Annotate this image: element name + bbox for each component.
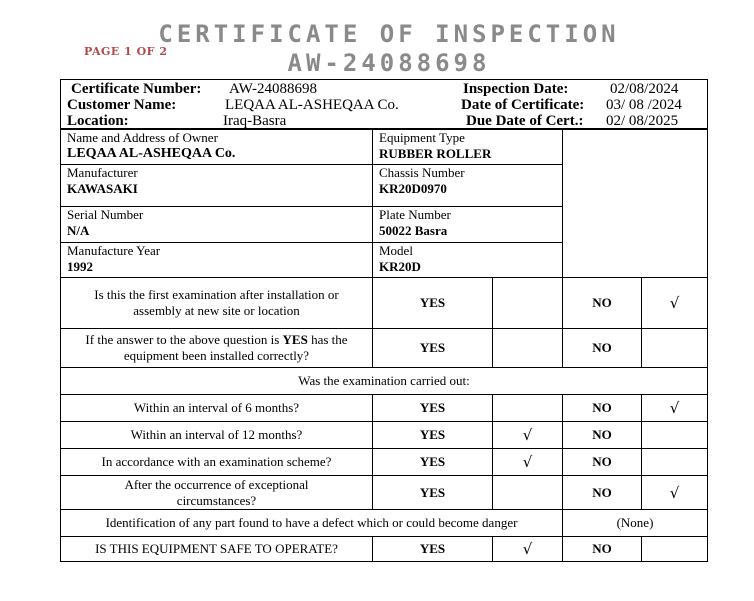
- q2-text-pre: If the answer to the above question is: [85, 332, 283, 347]
- question-6-months: Within an interval of 6 months?: [60, 394, 373, 422]
- inspection-date-value: 02/08/2024: [610, 81, 679, 97]
- q5-no-box: [641, 448, 708, 476]
- question-defect-identification: Identification of any part found to have a defect which or could become danger: [60, 509, 563, 537]
- question-first-examination: [60, 277, 373, 329]
- year-label: Manufacture Year: [67, 243, 161, 258]
- owner-value: LEQAA AL-ASHEQAA Co.: [67, 146, 236, 161]
- model-value: KR20D: [379, 259, 421, 274]
- q4-yes-label: YES: [372, 421, 493, 449]
- question-exceptional-circumstances: After the occurrence of exceptional circumstances?: [60, 475, 373, 510]
- blank-side-cell: [562, 129, 708, 278]
- inspection-date-label: Inspection Date:: [463, 81, 569, 97]
- equipment-type-label: Equipment Type: [379, 130, 465, 145]
- serial-cell: [60, 206, 373, 243]
- q4-no-label: NO: [562, 421, 642, 449]
- serial-value: N/A: [67, 223, 90, 238]
- owner-cell: [60, 129, 373, 165]
- q5-yes-check: √: [492, 448, 563, 476]
- q6-yes-label: YES: [372, 475, 493, 510]
- defect-answer: (None): [562, 509, 708, 537]
- q8-yes-check: √: [492, 536, 563, 562]
- q8-no-label: NO: [562, 536, 642, 562]
- cert-number-value: AW-24088698: [229, 81, 317, 97]
- cert-number-label: Certificate Number:: [71, 81, 202, 97]
- q6-no-label: NO: [562, 475, 642, 510]
- certificate-title: CERTIFICATE OF INSPECTION: [158, 20, 620, 48]
- q5-yes-label: YES: [372, 448, 493, 476]
- question-installed-correctly-text: [81, 332, 352, 364]
- q3-yes-label: YES: [372, 394, 493, 422]
- q3-yes-box: [492, 394, 563, 422]
- question-first-examination-text: Is this the first examination after installation or assembly at new site or location: [94, 287, 339, 318]
- model-cell: [372, 242, 563, 278]
- q4-no-box: [641, 421, 708, 449]
- q3-no-check: √: [641, 394, 708, 422]
- owner-label: Name and Address of Owner: [67, 130, 218, 145]
- q2-no-label: NO: [562, 328, 642, 368]
- q2-text-post: has the equipment been installed correctly?: [123, 332, 348, 363]
- question-examination-scheme: In accordance with an examination scheme?: [60, 448, 373, 476]
- question-installed-correctly: [60, 328, 373, 368]
- header-box: [60, 79, 708, 129]
- q2-no-box: [641, 328, 708, 368]
- manufacturer-value: KAWASAKI: [67, 181, 138, 196]
- location-label: Location:: [67, 113, 129, 129]
- plate-cell: [372, 206, 563, 243]
- page-label: PAGE 1 OF 2: [84, 45, 168, 58]
- location-value: Iraq-Basra: [223, 113, 287, 129]
- q4-yes-check: √: [492, 421, 563, 449]
- q2-yes-box: [492, 328, 563, 368]
- due-date-label: Due Date of Cert.:: [466, 113, 584, 129]
- cert-date-label: Date of Certificate:: [461, 97, 585, 113]
- customer-value: LEQAA AL-ASHEQAA Co.: [225, 97, 399, 113]
- q5-no-label: NO: [562, 448, 642, 476]
- q1-no-check: √: [641, 277, 708, 329]
- year-value: 1992: [67, 259, 93, 274]
- model-label: Model: [379, 243, 413, 258]
- equipment-type-value: RUBBER ROLLER: [379, 146, 492, 161]
- due-date-value: 02/ 08/2025: [606, 113, 679, 129]
- q2-yes-label: YES: [372, 328, 493, 368]
- question-12-months: Within an interval of 12 months?: [60, 421, 373, 449]
- equipment-type-cell: [372, 129, 563, 165]
- customer-label: Customer Name:: [67, 97, 177, 113]
- q1-yes-label: YES: [372, 277, 493, 329]
- q6-no-check: √: [641, 475, 708, 510]
- manufacturer-label: Manufacturer: [67, 165, 138, 180]
- q1-no-label: NO: [562, 277, 642, 329]
- q8-yes-label: YES: [372, 536, 493, 562]
- certificate-number-title: AW-24088698: [287, 49, 491, 77]
- chassis-value: KR20D0970: [379, 181, 447, 196]
- section-examination-carried-out: Was the examination carried out:: [60, 367, 708, 395]
- q8-no-box: [641, 536, 708, 562]
- cert-date-value: 03/ 08 /2024: [606, 97, 682, 113]
- manufacturer-cell: [60, 164, 373, 207]
- q6-yes-box: [492, 475, 563, 510]
- q1-yes-box: [492, 277, 563, 329]
- question-safe-to-operate: IS THIS EQUIPMENT SAFE TO OPERATE?: [60, 536, 373, 562]
- q2-text-bold: YES: [282, 332, 308, 347]
- serial-label: Serial Number: [67, 207, 144, 222]
- q3-no-label: NO: [562, 394, 642, 422]
- chassis-label: Chassis Number: [379, 165, 465, 180]
- plate-value: 50022 Basra: [379, 223, 448, 238]
- year-cell: [60, 242, 373, 278]
- chassis-cell: [372, 164, 563, 207]
- plate-label: Plate Number: [379, 207, 451, 222]
